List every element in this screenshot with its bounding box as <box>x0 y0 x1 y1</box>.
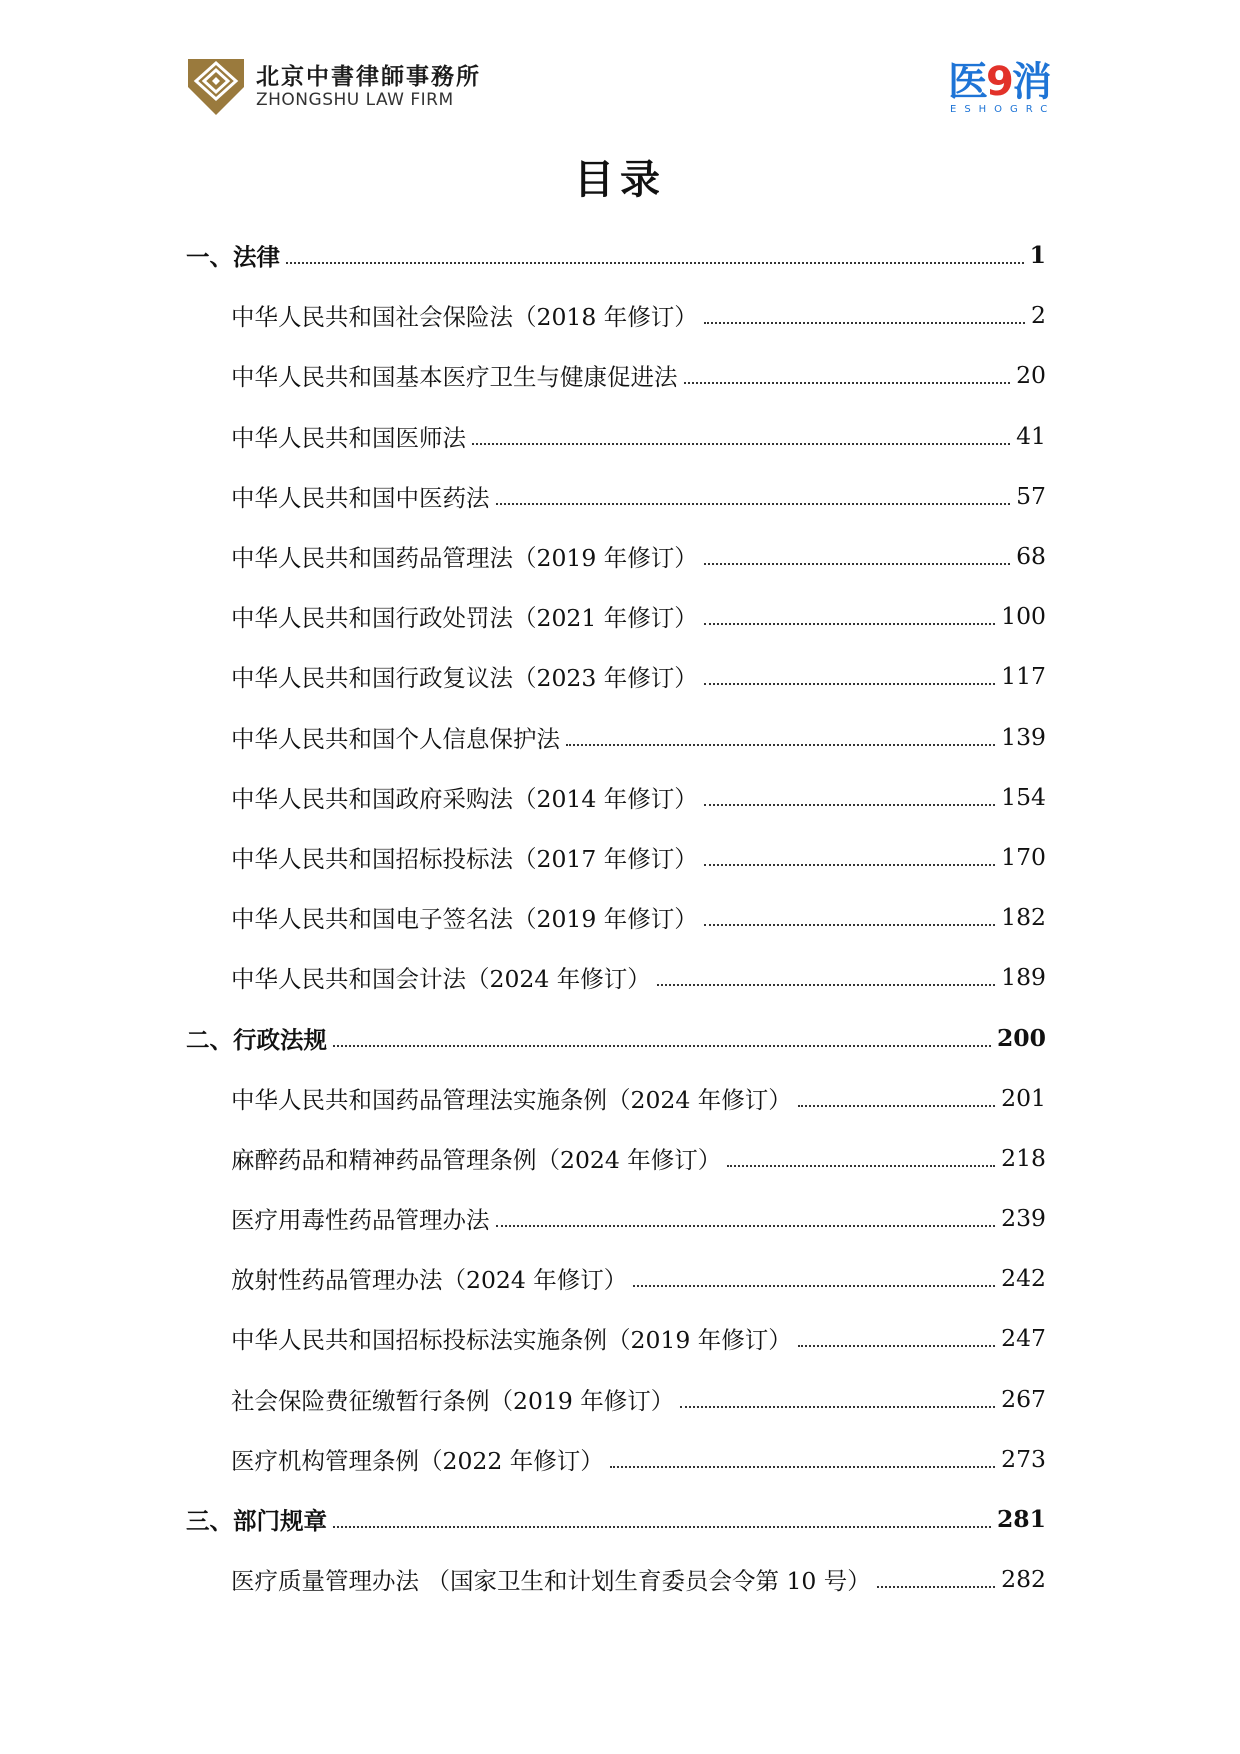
toc-entry[interactable] <box>186 285 1046 345</box>
toc-entry[interactable] <box>186 947 1046 1007</box>
toc-entry[interactable] <box>186 345 1046 405</box>
toc-page-number: 281 <box>996 1505 1046 1534</box>
toc-page-number: 2 <box>1031 301 1046 330</box>
toc-dot-leader <box>333 1526 991 1528</box>
toc-entry[interactable] <box>186 887 1046 947</box>
brand-tagline: ESHOGRC <box>950 104 1056 115</box>
toc-dot-leader <box>496 1225 996 1227</box>
toc-dot-leader <box>877 1586 995 1588</box>
toc-dot-leader <box>704 804 995 806</box>
page-title: 目录 <box>574 156 666 203</box>
toc-entry-label: 三、部门规章 <box>186 1507 327 1536</box>
toc-entry[interactable] <box>186 1369 1046 1429</box>
toc-page-number: 273 <box>1001 1444 1046 1473</box>
toc-entry-label: 中华人民共和国中医药法 <box>231 483 490 512</box>
toc-dot-leader <box>798 1105 995 1107</box>
toc-dot-leader <box>704 623 995 625</box>
toc-entry-label: 医疗机构管理条例（2022 年修订） <box>231 1446 604 1475</box>
toc-dot-leader <box>633 1285 995 1287</box>
toc-entry-label: 一、法律 <box>186 243 280 272</box>
toc-entry-label: 中华人民共和国会计法（2024 年修订） <box>231 965 651 994</box>
toc-section[interactable] <box>186 225 1046 285</box>
toc-entry[interactable] <box>186 1549 1046 1609</box>
toc-page-number: 200 <box>996 1023 1046 1052</box>
firm-name-en: ZHONGSHU LAW FIRM <box>256 90 454 110</box>
toc-entry-label: 中华人民共和国政府采购法（2014 年修订） <box>231 784 698 813</box>
toc-entry-label: 中华人民共和国电子签名法（2019 年修订） <box>231 905 698 934</box>
toc-section[interactable] <box>186 1007 1046 1067</box>
toc-entry[interactable] <box>186 466 1046 526</box>
firm-name-cn: 北京中書律師事務所 <box>256 64 481 90</box>
toc-entry[interactable] <box>186 646 1046 706</box>
toc-entry-label: 中华人民共和国行政复议法（2023 年修订） <box>231 664 698 693</box>
toc-page-number: 218 <box>1001 1143 1046 1172</box>
toc-entry[interactable] <box>186 586 1046 646</box>
toc-page-number: 41 <box>1016 421 1046 450</box>
toc-entry-label: 中华人民共和国医师法 <box>231 423 466 452</box>
toc-entry-label: 医疗质量管理办法 （国家卫生和计划生育委员会令第 10 号） <box>231 1567 871 1596</box>
toc-entry-label: 中华人民共和国药品管理法（2019 年修订） <box>231 544 698 573</box>
page-header <box>0 0 1240 140</box>
brand-name-mid: 9 <box>986 59 1012 105</box>
toc-dot-leader <box>286 262 1024 264</box>
toc-entry[interactable] <box>186 1188 1046 1248</box>
toc-page-number: 282 <box>1001 1565 1046 1594</box>
toc-dot-leader <box>704 322 1025 324</box>
toc-page-number: 154 <box>1001 782 1046 811</box>
toc-dot-leader <box>704 683 995 685</box>
toc-dot-leader <box>684 382 1011 384</box>
toc-entry[interactable] <box>186 827 1046 887</box>
toc-entry-label: 中华人民共和国招标投标法实施条例（2019 年修订） <box>231 1326 792 1355</box>
toc-page-number: 189 <box>1001 963 1046 992</box>
toc-entry[interactable] <box>186 1068 1046 1128</box>
toc-page-number: 117 <box>1001 662 1046 691</box>
toc-dot-leader <box>704 924 995 926</box>
toc-dot-leader <box>657 984 995 986</box>
toc-section[interactable] <box>186 1489 1046 1549</box>
toc-entry-label: 中华人民共和国基本医疗卫生与健康促进法 <box>231 363 678 392</box>
brand-name-left: 医 <box>948 59 986 105</box>
toc-dot-leader <box>610 1466 995 1468</box>
toc-page-number: 57 <box>1016 481 1046 510</box>
toc-entry[interactable] <box>186 1128 1046 1188</box>
toc-page-number: 170 <box>1001 842 1046 871</box>
toc-entry[interactable] <box>186 707 1046 767</box>
brand-name-right: 消 <box>1011 59 1050 105</box>
toc-entry-label: 中华人民共和国药品管理法实施条例（2024 年修订） <box>231 1085 792 1114</box>
toc-page-number: 100 <box>1001 602 1046 631</box>
toc-entry[interactable] <box>186 1429 1046 1489</box>
toc-entry-label: 二、行政法规 <box>186 1025 327 1054</box>
toc-dot-leader <box>496 503 1011 505</box>
diamond-emblem-icon <box>186 57 246 117</box>
toc-entry[interactable] <box>186 1308 1046 1368</box>
toc-dot-leader <box>727 1165 995 1167</box>
toc-dot-leader <box>333 1045 991 1047</box>
toc-dot-leader <box>472 443 1010 445</box>
toc-entry-label: 麻醉药品和精神药品管理条例（2024 年修订） <box>231 1145 722 1174</box>
toc-entry-label: 中华人民共和国行政处罚法（2021 年修订） <box>231 604 698 633</box>
toc-entry[interactable] <box>186 1248 1046 1308</box>
table-of-contents <box>186 225 1046 1609</box>
toc-page-number: 182 <box>1001 903 1046 932</box>
toc-page-number: 242 <box>1001 1264 1046 1293</box>
toc-dot-leader <box>566 744 995 746</box>
toc-page-number: 201 <box>1001 1083 1046 1112</box>
toc-entry[interactable] <box>186 406 1046 466</box>
toc-page-number: 20 <box>1016 361 1046 390</box>
toc-page-number: 247 <box>1001 1324 1046 1353</box>
toc-dot-leader <box>798 1345 995 1347</box>
brand-logo <box>948 60 1058 120</box>
brand-name <box>948 60 1050 104</box>
toc-entry-label: 医疗用毒性药品管理办法 <box>231 1206 490 1235</box>
toc-page-number: 68 <box>1016 542 1046 571</box>
toc-dot-leader <box>704 864 995 866</box>
toc-page-number: 239 <box>1001 1204 1046 1233</box>
toc-entry-label: 放射性药品管理办法（2024 年修订） <box>231 1266 628 1295</box>
toc-entry-label: 中华人民共和国社会保险法（2018 年修订） <box>231 303 698 332</box>
toc-page-number: 139 <box>1001 722 1046 751</box>
toc-dot-leader <box>680 1406 995 1408</box>
toc-entry-label: 中华人民共和国个人信息保护法 <box>231 724 560 753</box>
toc-page-number: 267 <box>1001 1384 1046 1413</box>
toc-entry-label: 社会保险费征缴暂行条例（2019 年修订） <box>231 1386 675 1415</box>
toc-entry-label: 中华人民共和国招标投标法（2017 年修订） <box>231 844 698 873</box>
toc-dot-leader <box>704 563 1010 565</box>
toc-entry[interactable] <box>186 526 1046 586</box>
toc-entry[interactable] <box>186 767 1046 827</box>
toc-page-number: 1 <box>1029 241 1046 270</box>
